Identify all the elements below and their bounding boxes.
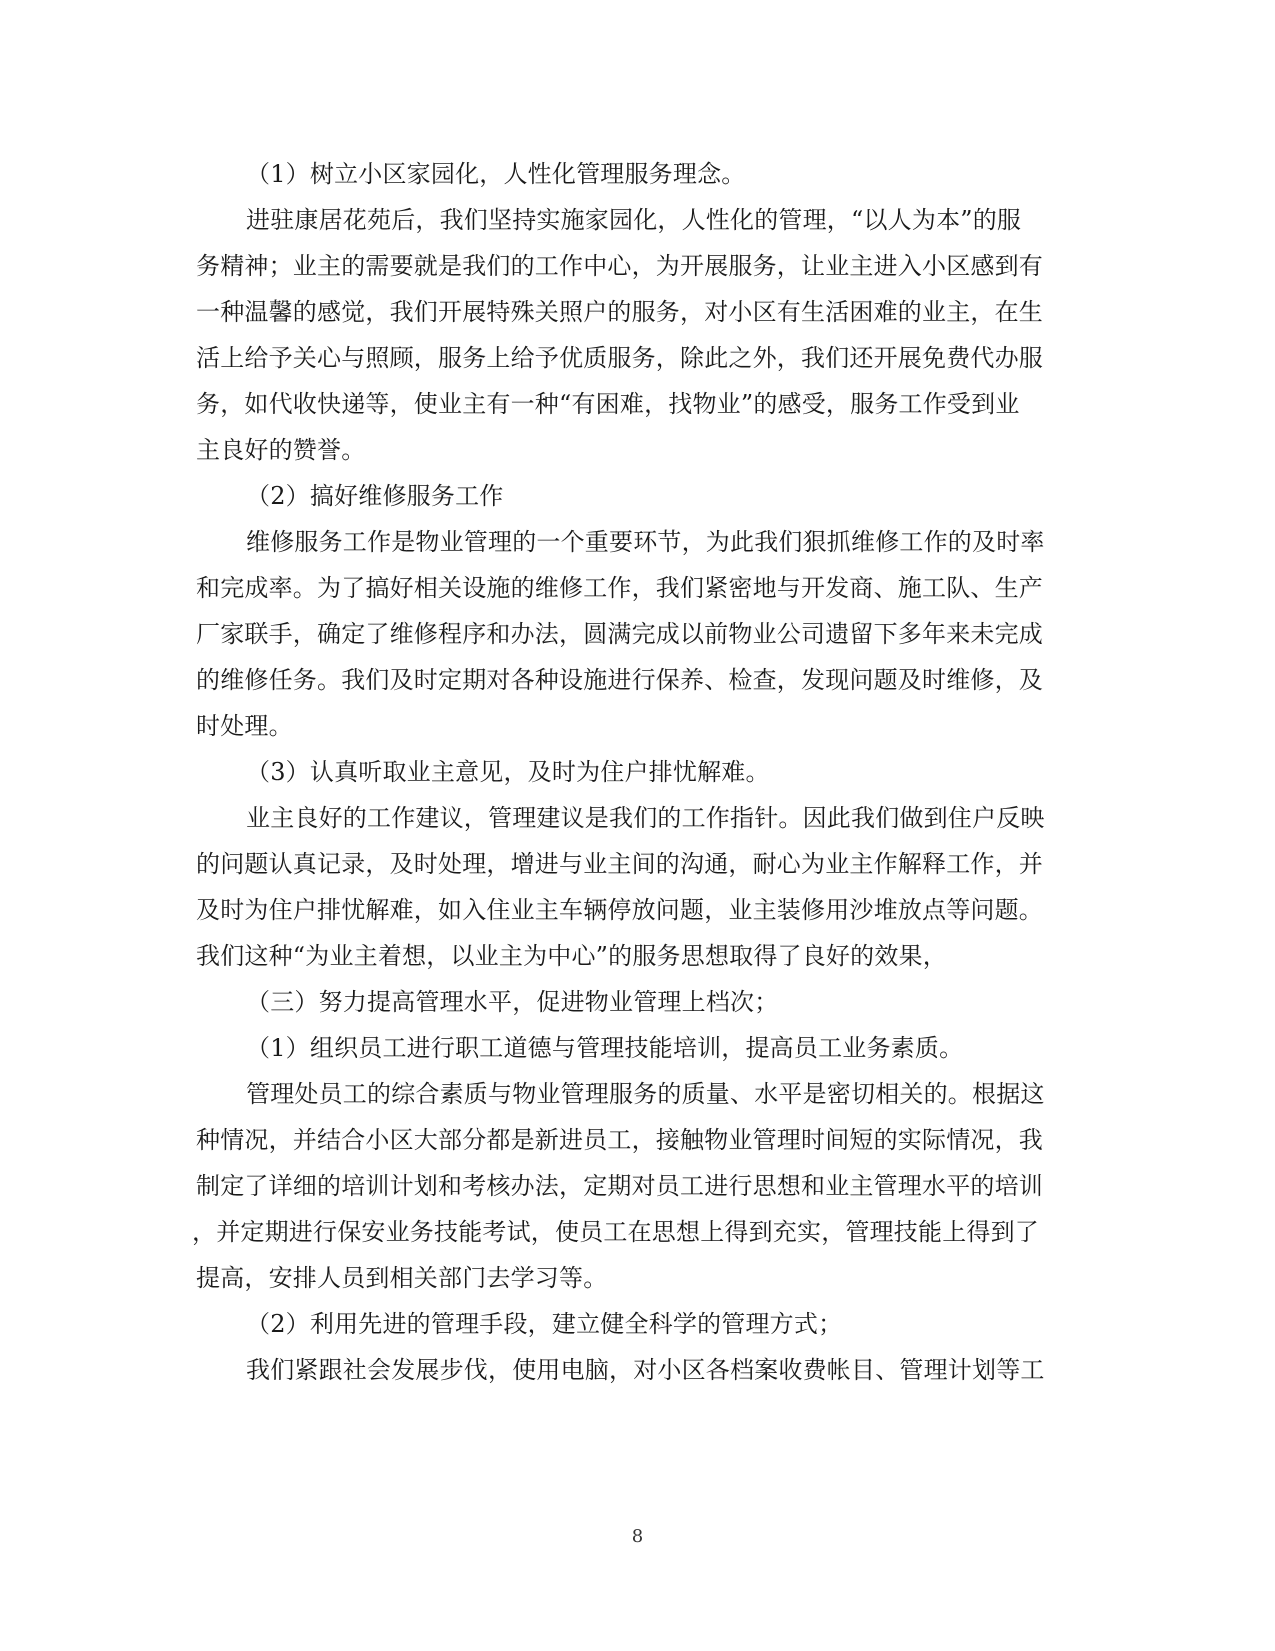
paragraph-line: 我们这种“为业主着想，以业主为中心”的服务思想取得了良好的效果， [196,942,947,970]
paragraph-line: 主良好的赞誉。 [196,436,366,464]
paragraph-line: 一种温馨的感觉，我们开展特殊关照户的服务，对小区有生活困难的业主，在生 [196,298,1043,326]
paragraph-line: 活上给予关心与照顾，服务上给予优质服务，除此之外，我们还开展免费代办服 [196,344,1043,372]
paragraph-line: 厂家联手，确定了维修程序和办法，圆满完成以前物业公司遗留下多年来未完成 [196,620,1043,648]
paragraph-line: 的维修任务。我们及时定期对各种设施进行保养、检查，发现问题及时维修，及 [196,666,1043,694]
paragraph-line: 提高，安排人员到相关部门去学习等。 [196,1264,608,1292]
paragraph-line: 和完成率。为了搞好相关设施的维修工作，我们紧密地与开发商、施工队、生产 [196,574,1043,602]
paragraph-line: ，并定期进行保安业务技能考试，使员工在思想上得到充实，管理技能上得到了 [192,1218,1039,1246]
subheading-5: （2）利用先进的管理手段，建立健全科学的管理方式； [246,1310,843,1338]
paragraph-line: 务精神；业主的需要就是我们的工作中心，为开展服务，让业主进入小区感到有 [196,252,1043,280]
paragraph-line: 务，如代收快递等，使业主有一种“有困难，找物业”的感受，服务工作受到业 [196,390,1020,418]
subheading-4: （1）组织员工进行职工道德与管理技能培训，提高员工业务素质。 [246,1034,964,1062]
section-heading: （三）努力提高管理水平，促进物业管理上档次； [246,988,779,1016]
paragraph-line: 管理处员工的综合素质与物业管理服务的质量、水平是密切相关的。根据这 [246,1080,1045,1108]
paragraph-line: 业主良好的工作建议，管理建议是我们的工作指针。因此我们做到住户反映 [246,804,1045,832]
paragraph-line: 及时为住户排忧解难，如入住业主车辆停放问题，业主装修用沙堆放点等问题。 [196,896,1043,924]
paragraph-line: 种情况，并结合小区大部分都是新进员工，接触物业管理时间短的实际情况，我 [196,1126,1043,1154]
paragraph-line: 我们紧跟社会发展步伐，使用电脑，对小区各档案收费帐目、管理计划等工 [246,1356,1045,1384]
paragraph-line: 进驻康居花苑后，我们坚持实施家园化，人性化的管理，“以人为本”的服 [246,206,1022,234]
paragraph-line: 维修服务工作是物业管理的一个重要环节，为此我们狠抓维修工作的及时率 [246,528,1045,556]
subheading-1: （1）树立小区家园化，人性化管理服务理念。 [246,160,746,188]
paragraph-line: 时处理。 [196,712,293,740]
paragraph-line: 的问题认真记录，及时处理，增进与业主间的沟通，耐心为业主作解释工作，并 [196,850,1043,878]
subheading-2: （2）搞好维修服务工作 [246,482,504,510]
page-number: 8 [631,1526,644,1547]
subheading-3: （3）认真听取业主意见，及时为住户排忧解难。 [246,758,770,786]
paragraph-line: 制定了详细的培训计划和考核办法，定期对员工进行思想和业主管理水平的培训 [196,1172,1043,1200]
